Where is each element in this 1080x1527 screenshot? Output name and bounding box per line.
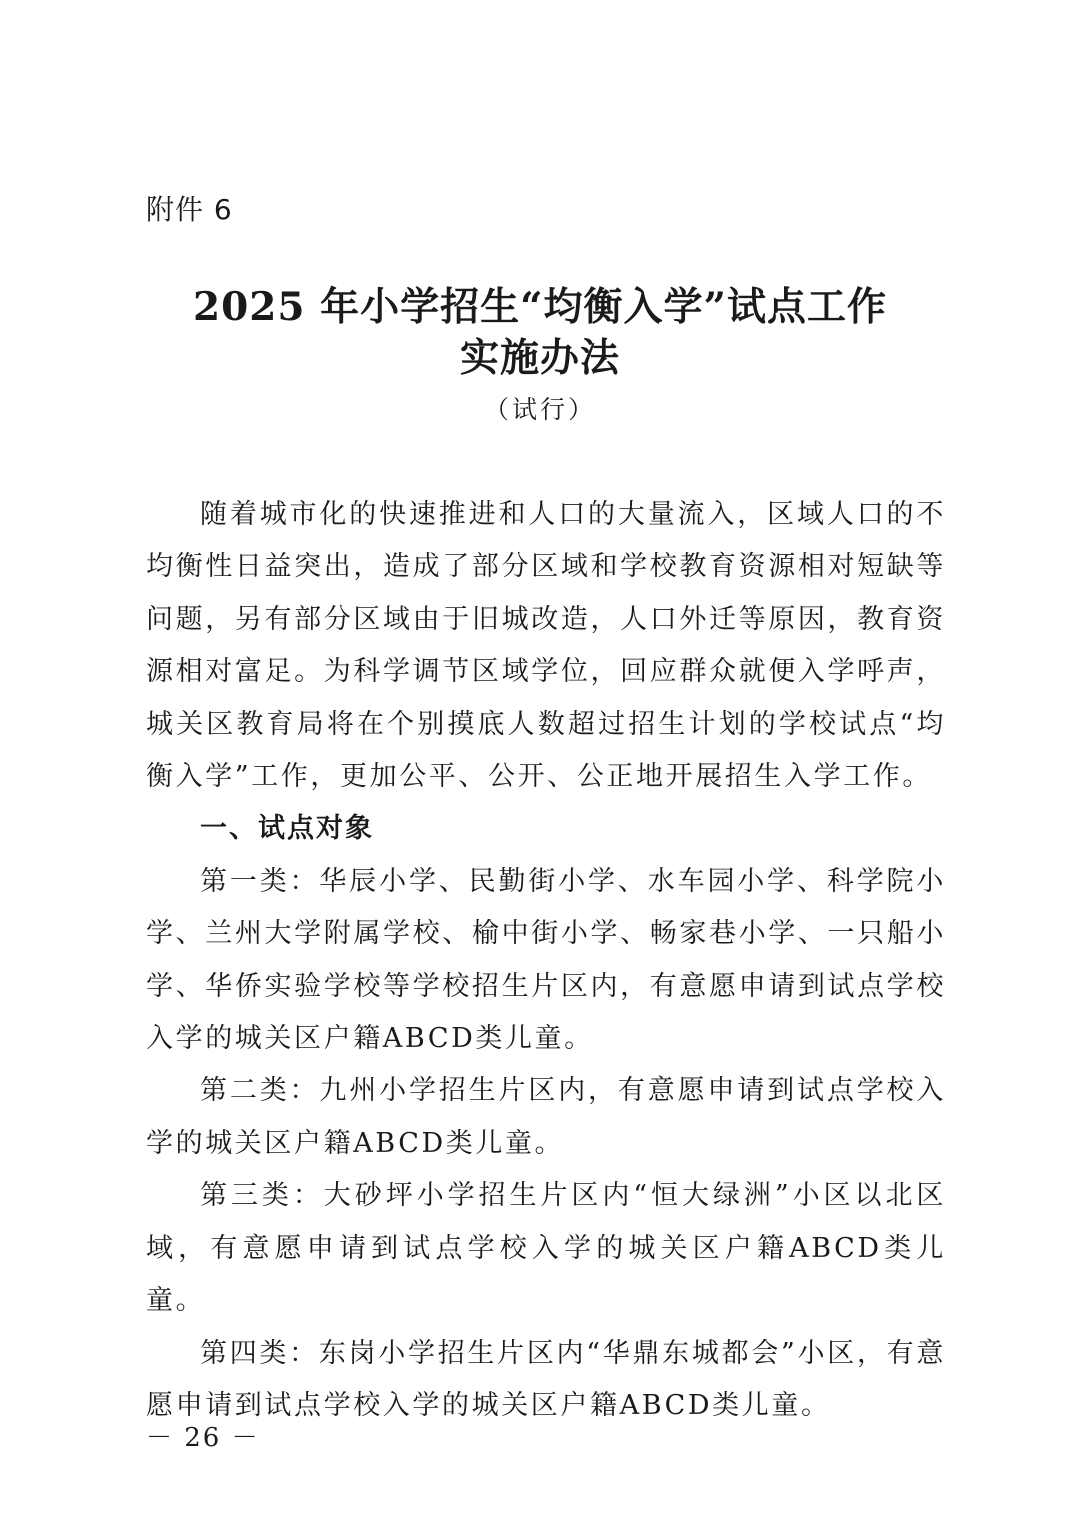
category-4-paragraph: 第四类：东岗小学招生片区内“华鼎东城都会”小区，有意愿申请到试点学校入学的城关区户籍ABCD类儿童。: [146, 1337, 946, 1421]
document-body: [146, 489, 946, 1432]
document-title-line2: 实施办法: [459, 335, 620, 381]
category-1-paragraph: 第一类：华辰小学、民勤街小学、水车园小学、科学院小学、兰州大学附属学校、榆中街小学、畅家巷小学、一只船小学、华侨实验学校等学校招生片区内，有意愿申请到试点学校入学的城关区户籍ABCD类儿童。: [146, 865, 946, 1055]
category-3-paragraph: 第三类：大砂坪小学招生片区内“恒大绿洲”小区以北区域，有意愿申请到试点学校入学的城关区户籍ABCD类儿童。: [146, 1180, 946, 1317]
intro-paragraph: 随着城市化的快速推进和人口的大量流入，区域人口的不均衡性日益突出，造成了部分区域和学校教育资源相对短缺等问题，另有部分区域由于旧城改造，人口外迁等原因，教育资源相对富足。为科学调节区域学位，回应群众就便入学呼声，城关区教育局将在个别摸底人数超过招生计划的学校试点“均衡入学”工作，更加公平、公开、公正地开展招生入学工作。: [146, 499, 946, 793]
attachment-label: 附件 6: [146, 193, 233, 226]
page-number: － 26 －: [146, 1423, 260, 1453]
document-title-line1: 2025 年小学招生“均衡入学”试点工作: [193, 284, 887, 330]
category-2-paragraph: 第二类：九州小学招生片区内，有意愿申请到试点学校入学的城关区户籍ABCD类儿童。: [146, 1075, 946, 1159]
section-heading: 一、试点对象: [200, 813, 374, 845]
document-subtitle: （试行）: [483, 395, 596, 424]
